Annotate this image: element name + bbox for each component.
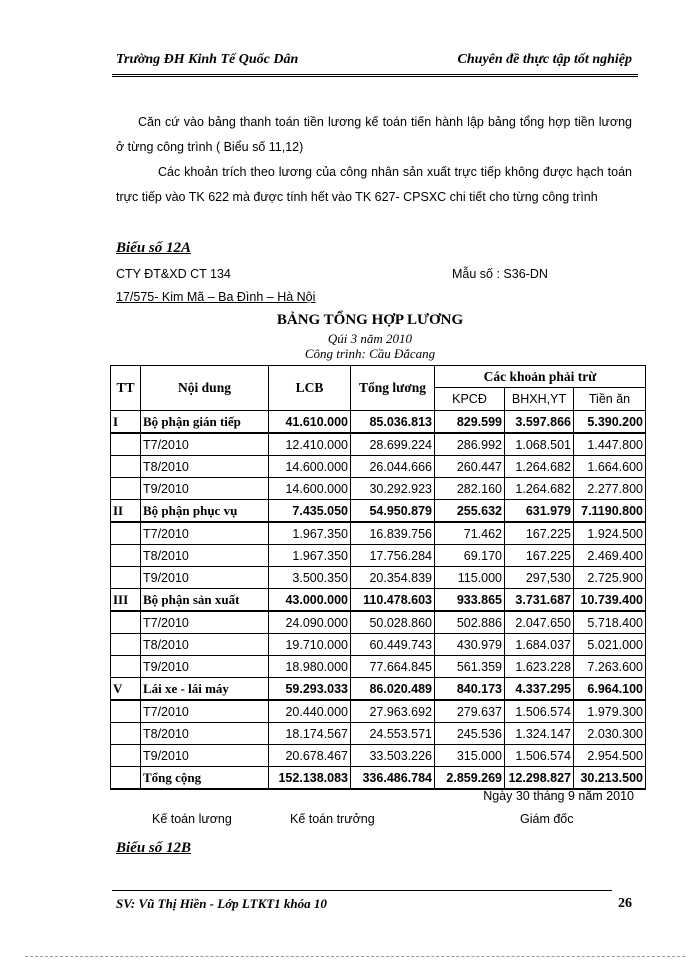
table-row (111, 656, 646, 678)
row-lcb-cell: 41.610.000 (269, 411, 351, 434)
row-lcb-cell: 7.435.050 (269, 500, 351, 523)
row-lcb-cell: 20.440.000 (269, 700, 351, 723)
col-total-salary: Tổng lương (351, 366, 435, 411)
row-tt-cell (111, 456, 141, 478)
row-meal-cell: 1.924.500 (574, 522, 646, 545)
row-lcb-cell: 19.710.000 (269, 634, 351, 656)
row-kpcd-cell: 69.170 (435, 545, 505, 567)
row-name-cell: T7/2010 (141, 522, 269, 545)
company-address: 17/575- Kim Mã – Ba Đình – Hà Nội (116, 290, 316, 304)
row-bhxh-cell: 631.979 (505, 500, 574, 523)
row-total-cell: 85.036.813 (351, 411, 435, 434)
row-tt-cell (111, 656, 141, 678)
signature-accountant: Kế toán lương (152, 812, 232, 826)
table-quarter: Qúi 3 năm 2010 (327, 331, 413, 346)
row-total-cell: 27.963.692 (351, 700, 435, 723)
col-deductions: Các khoản phải trừ (435, 366, 646, 388)
row-meal-cell: 6.964.100 (574, 678, 646, 701)
table-row (111, 433, 646, 456)
row-bhxh-cell: 297,530 (505, 567, 574, 589)
row-meal-cell: 1.979.300 (574, 700, 646, 723)
paragraph-2: Các khoản trích theo lương của công nhân sản xuất trực tiếp không được hạch toán trực tiếp vào TK 622 mà được tính hết vào TK 627- CPSXC chi tiết cho từng công trình (116, 165, 632, 204)
row-bhxh-cell: 1.684.037 (505, 634, 574, 656)
row-meal-cell: 30.213.500 (574, 767, 646, 790)
row-lcb-cell: 59.293.033 (269, 678, 351, 701)
table-row (111, 745, 646, 767)
report-date: Ngày 30 tháng 9 năm 2010 (483, 789, 634, 803)
row-meal-cell: 2.030.300 (574, 723, 646, 745)
row-name-cell: Tổng cộng (141, 767, 269, 790)
row-name-cell: T9/2010 (141, 567, 269, 589)
table-row (111, 545, 646, 567)
signature-director: Giám đốc (520, 812, 574, 826)
col-meal: Tiền ăn (574, 388, 646, 411)
row-kpcd-cell: 933.865 (435, 589, 505, 612)
page-break-line (25, 956, 685, 957)
row-kpcd-cell: 115.000 (435, 567, 505, 589)
row-name-cell: T9/2010 (141, 656, 269, 678)
row-name-cell: Bộ phận phục vụ (141, 500, 269, 523)
row-kpcd-cell: 255.632 (435, 500, 505, 523)
row-lcb-cell: 20.678.467 (269, 745, 351, 767)
form-number: Mẫu số : S36-DN (452, 267, 548, 281)
table-title: BẢNG TỔNG HỢP LƯƠNG (276, 312, 464, 328)
header-report-title: Chuyên đề thực tập tốt nghiệp (457, 52, 632, 67)
row-bhxh-cell: 4.337.295 (505, 678, 574, 701)
row-bhxh-cell: 167.225 (505, 522, 574, 545)
table-group-row (111, 767, 646, 790)
row-bhxh-cell: 1.264.682 (505, 478, 574, 500)
row-kpcd-cell: 430.979 (435, 634, 505, 656)
signature-chief-accountant: Kế toán trưởng (290, 812, 375, 826)
row-tt-cell: II (111, 500, 141, 523)
row-kpcd-cell: 829.599 (435, 411, 505, 434)
row-kpcd-cell: 71.462 (435, 522, 505, 545)
row-name-cell: T8/2010 (141, 456, 269, 478)
row-lcb-cell: 3.500.350 (269, 567, 351, 589)
row-kpcd-cell: 282.160 (435, 478, 505, 500)
row-name-cell: T9/2010 (141, 478, 269, 500)
row-bhxh-cell: 3.731.687 (505, 589, 574, 612)
table-group-row (111, 678, 646, 701)
heading-bieu-so-12a: Biểu số 12A (116, 240, 192, 256)
row-kpcd-cell: 840.173 (435, 678, 505, 701)
row-name-cell: T8/2010 (141, 634, 269, 656)
page-number: 26 (618, 896, 632, 911)
row-total-cell: 86.020.489 (351, 678, 435, 701)
heading-bieu-so-12b: Biểu số 12B (116, 840, 192, 856)
row-meal-cell: 7.263.600 (574, 656, 646, 678)
row-lcb-cell: 18.174.567 (269, 723, 351, 745)
row-total-cell: 28.699.224 (351, 433, 435, 456)
row-total-cell: 20.354.839 (351, 567, 435, 589)
row-meal-cell: 5.390.200 (574, 411, 646, 434)
table-row (111, 456, 646, 478)
row-kpcd-cell: 245.536 (435, 723, 505, 745)
row-kpcd-cell: 286.992 (435, 433, 505, 456)
row-lcb-cell: 43.000.000 (269, 589, 351, 612)
row-name-cell: T8/2010 (141, 723, 269, 745)
footer-rule (112, 890, 612, 891)
row-kpcd-cell: 561.359 (435, 656, 505, 678)
row-meal-cell: 5.021.000 (574, 634, 646, 656)
row-bhxh-cell: 1.623.228 (505, 656, 574, 678)
row-total-cell: 110.478.603 (351, 589, 435, 612)
row-lcb-cell: 14.600.000 (269, 456, 351, 478)
table-row (111, 567, 646, 589)
col-content: Nội dung (141, 366, 269, 411)
row-lcb-cell: 1.967.350 (269, 522, 351, 545)
table-group-row (111, 500, 646, 523)
row-bhxh-cell: 1.068.501 (505, 433, 574, 456)
col-bhxh: BHXH,YT (505, 388, 574, 411)
row-total-cell: 54.950.879 (351, 500, 435, 523)
table-row (111, 522, 646, 545)
table-row (111, 700, 646, 723)
row-lcb-cell: 1.967.350 (269, 545, 351, 567)
table-group-row (111, 589, 646, 612)
row-meal-cell: 1.664.600 (574, 456, 646, 478)
row-total-cell: 17.756.284 (351, 545, 435, 567)
row-name-cell: Lái xe - lái máy (141, 678, 269, 701)
table-row (111, 611, 646, 634)
row-name-cell: T7/2010 (141, 433, 269, 456)
row-total-cell: 26.044.666 (351, 456, 435, 478)
row-total-cell: 24.553.571 (351, 723, 435, 745)
row-lcb-cell: 152.138.083 (269, 767, 351, 790)
row-bhxh-cell: 167.225 (505, 545, 574, 567)
table-row (111, 634, 646, 656)
row-kpcd-cell: 315.000 (435, 745, 505, 767)
row-kpcd-cell: 260.447 (435, 456, 505, 478)
row-tt-cell: I (111, 411, 141, 434)
row-bhxh-cell: 1.324.147 (505, 723, 574, 745)
row-bhxh-cell: 3.597.866 (505, 411, 574, 434)
row-total-cell: 336.486.784 (351, 767, 435, 790)
row-meal-cell: 2.277.800 (574, 478, 646, 500)
row-bhxh-cell: 1.506.574 (505, 745, 574, 767)
row-kpcd-cell: 279.637 (435, 700, 505, 723)
row-tt-cell (111, 745, 141, 767)
row-meal-cell: 2.954.500 (574, 745, 646, 767)
row-meal-cell: 5.718.400 (574, 611, 646, 634)
col-tt: TT (111, 366, 141, 411)
row-tt-cell: III (111, 589, 141, 612)
row-name-cell: T7/2010 (141, 700, 269, 723)
table-group-row (111, 411, 646, 434)
table-project: Công trình: Cầu Đắcang (304, 346, 436, 361)
row-meal-cell: 7.1190.800 (574, 500, 646, 523)
row-tt-cell (111, 767, 141, 790)
row-tt-cell (111, 611, 141, 634)
company-name: CTY ĐT&XD CT 134 (116, 267, 231, 281)
col-kpcd: KPCĐ (435, 388, 505, 411)
row-total-cell: 16.839.756 (351, 522, 435, 545)
row-meal-cell: 2.469.400 (574, 545, 646, 567)
row-name-cell: Bộ phận gián tiếp (141, 411, 269, 434)
row-tt-cell (111, 567, 141, 589)
row-lcb-cell: 18.980.000 (269, 656, 351, 678)
row-tt-cell (111, 700, 141, 723)
table-row (111, 478, 646, 500)
row-bhxh-cell: 1.264.682 (505, 456, 574, 478)
row-bhxh-cell: 12.298.827 (505, 767, 574, 790)
row-tt-cell (111, 478, 141, 500)
row-tt-cell: V (111, 678, 141, 701)
row-name-cell: T8/2010 (141, 545, 269, 567)
row-name-cell: Bộ phận sản xuất (141, 589, 269, 612)
salary-summary-table (110, 365, 646, 790)
row-total-cell: 33.503.226 (351, 745, 435, 767)
row-meal-cell: 2.725.900 (574, 567, 646, 589)
row-tt-cell (111, 545, 141, 567)
row-name-cell: T7/2010 (141, 611, 269, 634)
row-total-cell: 77.664.845 (351, 656, 435, 678)
header-school: Trường ĐH Kinh Tế Quốc Dân (116, 52, 299, 67)
table-row (111, 723, 646, 745)
row-bhxh-cell: 1.506.574 (505, 700, 574, 723)
row-total-cell: 30.292.923 (351, 478, 435, 500)
row-tt-cell (111, 522, 141, 545)
row-name-cell: T9/2010 (141, 745, 269, 767)
row-kpcd-cell: 502.886 (435, 611, 505, 634)
row-tt-cell (111, 634, 141, 656)
row-lcb-cell: 12.410.000 (269, 433, 351, 456)
paragraph-1: Căn cứ vào bảng thanh toán tiền lương kế toán tiến hành lập bảng tổng hợp tiền lương ở từng công trình ( Biểu số 11,12) (116, 115, 632, 154)
row-meal-cell: 1.447.800 (574, 433, 646, 456)
row-bhxh-cell: 2.047.650 (505, 611, 574, 634)
header-rule (112, 74, 638, 77)
row-total-cell: 60.449.743 (351, 634, 435, 656)
row-tt-cell (111, 433, 141, 456)
row-kpcd-cell: 2.859.269 (435, 767, 505, 790)
row-tt-cell (111, 723, 141, 745)
col-lcb: LCB (269, 366, 351, 411)
row-lcb-cell: 24.090.000 (269, 611, 351, 634)
footer-student: SV: Vũ Thị Hiền - Lớp LTKT1 khóa 10 (116, 896, 327, 911)
row-lcb-cell: 14.600.000 (269, 478, 351, 500)
row-total-cell: 50.028.860 (351, 611, 435, 634)
row-meal-cell: 10.739.400 (574, 589, 646, 612)
